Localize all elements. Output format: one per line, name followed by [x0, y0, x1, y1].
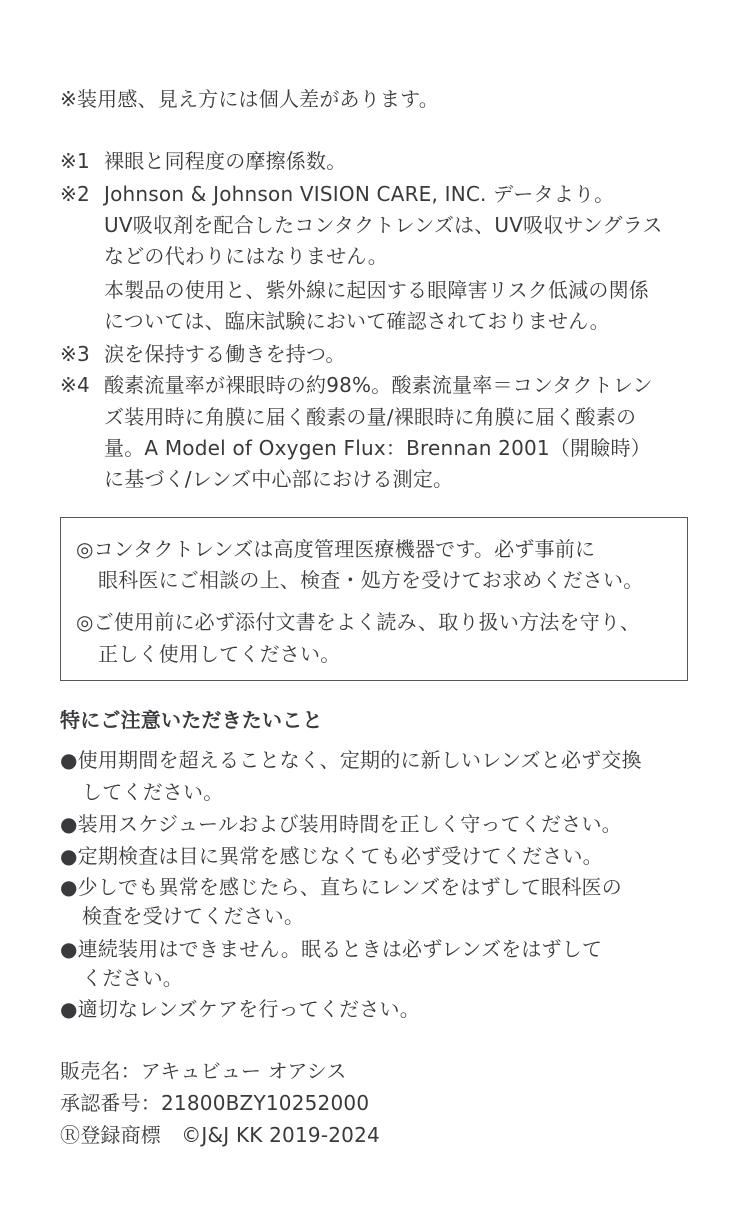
- notice-line: 正しく使用してください。: [98, 642, 341, 666]
- footnote-4-line: ズ装用時に角膜に届く酸素の量/裸眼時に角膜に届く酸素の: [104, 405, 637, 429]
- footnote-1-mark: ※1: [60, 149, 90, 173]
- footnote-2-line: 本製品の使用と、紫外線に起因する眼障害リスク低減の関係: [104, 278, 649, 302]
- caution-item: 検査を受けてください。: [82, 904, 305, 928]
- approval-number: 承認番号：21800BZY10252000: [60, 1091, 370, 1115]
- caution-item: ●適切なレンズケアを行ってください。: [60, 997, 420, 1021]
- footnote-4-line: 量。A Model of Oxygen Flux：Brennan 2001（開瞼時）: [104, 436, 651, 460]
- trademark-copyright: Ⓡ登録商標 ©J&J KK 2019-2024: [60, 1123, 380, 1147]
- footnote-2-line: については、臨床試験において確認されておりません。: [104, 309, 610, 333]
- footnote-4-line: 酸素流量率が裸眼時の約98%。酸素流量率＝コンタクトレン: [104, 373, 653, 397]
- caution-item: ●連続装用はできません。眠るときは必ずレンズをはずして: [60, 937, 603, 961]
- footnote-2-line: UV吸収剤を配合したコンタクトレンズは、UV吸収サングラス: [104, 213, 663, 237]
- footnote-4-line: に基づく/レンズ中心部における測定。: [104, 467, 454, 491]
- footnote-3-mark: ※3: [60, 342, 90, 366]
- footnote-3-line: 涙を保持する働きを持つ。: [104, 342, 346, 366]
- footnote-4-mark: ※4: [60, 373, 90, 397]
- caution-item: ●少しでも異常を感じたら、直ちにレンズをはずして眼科医の: [60, 875, 622, 899]
- footnote-2-line: Johnson & Johnson VISION CARE, INC. データより。: [104, 182, 615, 206]
- caution-heading: 特にご注意いただきたいこと: [60, 708, 323, 732]
- notice-line: ◎ご使用前に必ず添付文書をよく読み、取り扱い方法を守り、: [76, 610, 641, 634]
- caution-item: ●定期検査は目に異常を感じなくても必ず受けてください。: [60, 844, 603, 868]
- caution-item: ●使用期間を超えることなく、定期的に新しいレンズと必ず交換: [60, 748, 642, 772]
- footnote-2-line: などの代わりにはなりません。: [104, 244, 388, 268]
- footnote-1-line: 裸眼と同程度の摩擦係数。: [104, 149, 347, 173]
- caution-item: ください。: [82, 966, 183, 990]
- sales-name: 販売名：アキュビュー オアシス: [60, 1059, 347, 1083]
- intro-note: ※装用感、見え方には個人差があります。: [60, 87, 439, 111]
- notice-line: 眼科医にご相談の上、検査・処方を受けてお求めください。: [98, 568, 644, 592]
- notice-line: ◎コンタクトレンズは高度管理医療機器です。必ず事前に: [76, 537, 596, 561]
- caution-item: ●装用スケジュールおよび装用時間を正しく守ってください。: [60, 812, 622, 836]
- caution-item: してください。: [82, 780, 224, 804]
- footnote-2-mark: ※2: [60, 182, 90, 206]
